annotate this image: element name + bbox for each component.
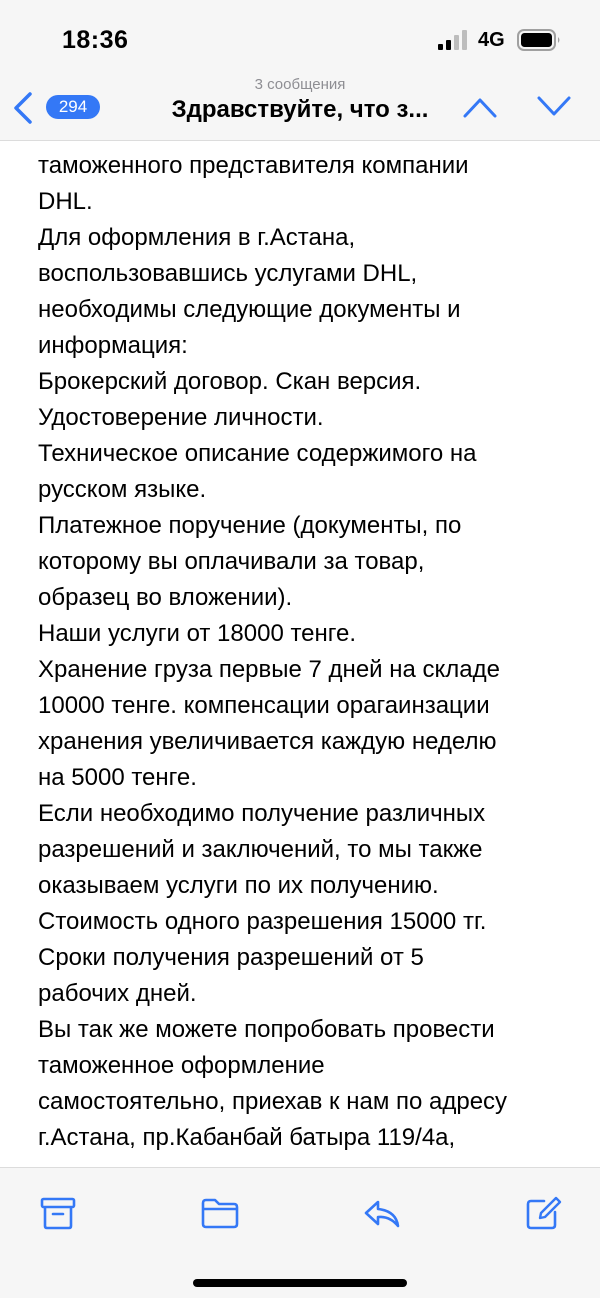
message-line: 10000 тенге. компенсации орагаинзации <box>38 692 490 719</box>
message-line: которому вы оплачивали за товар, <box>38 548 425 575</box>
message-line: образец во вложении). <box>38 584 293 611</box>
network-type: 4G <box>478 29 505 51</box>
message-line: Платежное поручение (документы, по <box>38 512 462 539</box>
message-line: Сроки получения разрешений от 5 <box>38 944 424 971</box>
folder-icon[interactable] <box>200 1194 240 1232</box>
message-line: Вы так же можете попробовать провести <box>38 1016 495 1043</box>
message-count-subtitle: 3 сообщения <box>254 76 346 93</box>
message-line: Наши услуги от 18000 тенге. <box>38 620 357 647</box>
clock: 18:36 <box>62 26 129 54</box>
message-line: Хранение груза первые 7 дней на складе <box>38 656 500 683</box>
message-line: разрешений и заключений, то мы также <box>38 836 483 863</box>
status-bar <box>0 0 600 76</box>
message-body[interactable] <box>0 141 600 1167</box>
message-line: DHL. <box>38 188 93 215</box>
archive-icon[interactable] <box>38 1194 78 1232</box>
message-line: таможенное оформление <box>38 1052 325 1079</box>
message-text <box>38 148 578 1156</box>
message-line: самостоятельно, приехав к нам по адресу <box>38 1088 508 1115</box>
compose-icon[interactable] <box>524 1194 564 1232</box>
chevron-left-icon[interactable] <box>8 90 40 126</box>
navigation-bar <box>0 76 600 141</box>
thread-title: Здравствуйте, что з... <box>171 96 429 123</box>
reply-icon[interactable] <box>362 1194 402 1232</box>
message-line: воспользовавшись услугами DHL, <box>38 260 418 287</box>
message-line: необходимы следующие документы и <box>38 296 461 323</box>
message-line: рабочих дней. <box>38 980 197 1007</box>
message-line: оказываем услуги по их получению. <box>38 872 439 899</box>
battery-icon <box>517 28 562 52</box>
message-line: Брокерский договор. Скан версия. <box>38 368 422 395</box>
message-line: хранения увеличивается каждую неделю <box>38 728 497 755</box>
chevron-down-icon[interactable] <box>536 92 572 122</box>
message-line: Для оформления в г.Астана, <box>38 224 356 251</box>
mailbox-count-badge[interactable]: 294 <box>46 95 100 119</box>
bottom-toolbar <box>0 1167 600 1298</box>
cellular-signal-icon <box>438 30 470 50</box>
message-line: на 5000 тенге. <box>38 764 197 791</box>
message-line: Если необходимо получение различных <box>38 800 486 827</box>
message-line: Техническое описание содержимого на <box>38 440 477 467</box>
message-line: Стоимость одного разрешения 15000 тг. <box>38 908 487 935</box>
home-indicator[interactable] <box>193 1279 407 1287</box>
message-line: русском языке. <box>38 476 207 503</box>
message-line: таможенного представителя компании <box>38 152 469 179</box>
message-line: информация: <box>38 332 188 359</box>
chevron-up-icon[interactable] <box>462 92 498 122</box>
message-line: Удостоверение личности. <box>38 404 324 431</box>
message-line: г.Астана, пр.Кабанбай батыра 119/4а, <box>38 1124 456 1151</box>
